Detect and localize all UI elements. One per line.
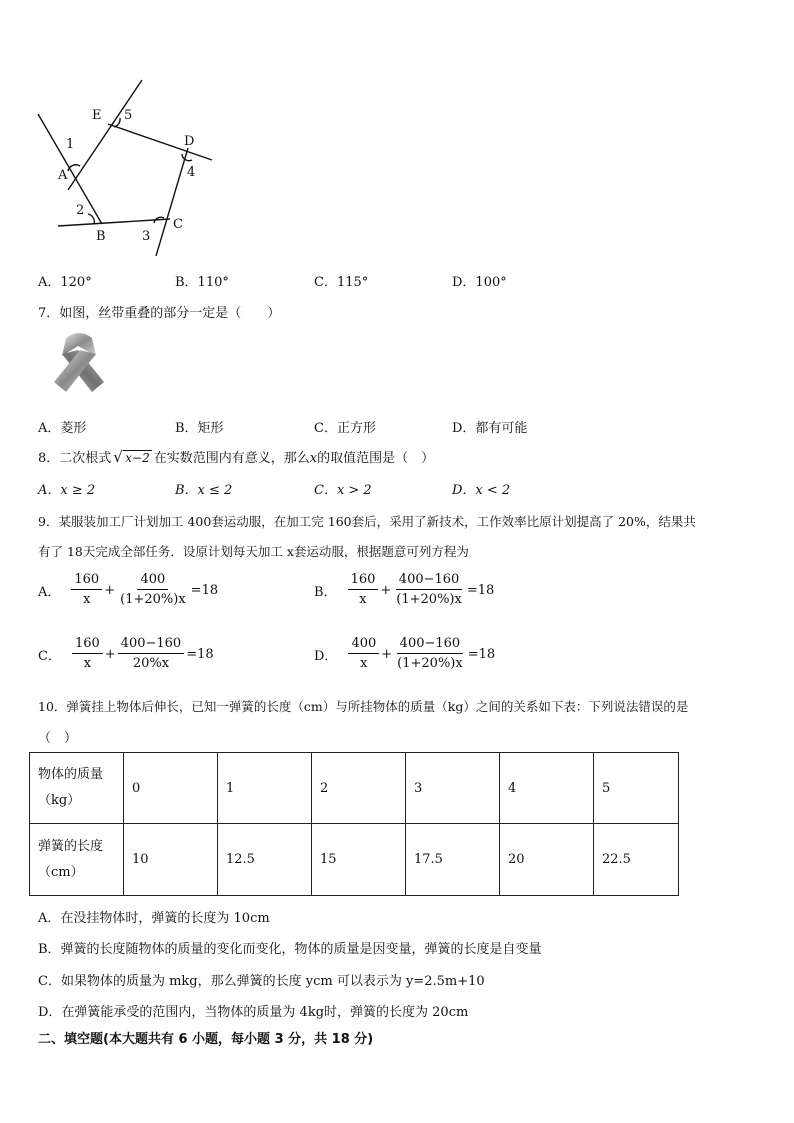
- row2-cell: 12.5: [218, 824, 312, 896]
- label-A: A: [58, 168, 68, 183]
- q9-a-num1: 160: [71, 572, 102, 590]
- q9-d-num1: 400: [348, 636, 379, 654]
- q9-option-a[interactable]: [38, 572, 219, 609]
- q9-stem-line1: 9．某服装加工厂计划加工 400套运动服，在加工完 160套后，采用了新技术，工作效率比原计划提高了 20%，结果共: [38, 514, 696, 529]
- q10-option-b[interactable]: B．弹簧的长度随物体的质量的变化而变化，物体的质量是因变量，弹簧的长度是自变量: [38, 942, 542, 957]
- label-B: B: [96, 229, 106, 244]
- q8-option-c[interactable]: C．x > 2: [314, 483, 372, 498]
- q9-c-den1: x: [83, 656, 92, 671]
- q8-stem-middle: 在实数范围内有意义，那么: [153, 451, 310, 466]
- label-3: 3: [142, 229, 151, 244]
- row2-cell: 22.5: [594, 824, 679, 896]
- q10-stem-line1: 10．弹簧挂上物体后伸长，已知一弹簧的长度（cm）与所挂物体的质量（kg）之间的关系如下表：下列说法错误的是: [38, 699, 689, 714]
- q9-c-plus: +: [104, 647, 116, 662]
- label-4: 4: [187, 165, 196, 180]
- row1-header-b: （kg）: [38, 793, 81, 808]
- q7-stem: 7．如图，丝带重叠的部分一定是（ ）: [38, 306, 281, 321]
- q9-a-rhs: =18: [190, 583, 219, 598]
- q10-option-c[interactable]: C．如果物体的质量为 mkg，那么弹簧的长度 ycm 可以表示为 y=2.5m+10: [38, 974, 485, 989]
- q7-option-c[interactable]: C．正方形: [314, 421, 376, 436]
- q6-option-b[interactable]: B．110°: [175, 275, 229, 290]
- q9-b-plus: +: [380, 583, 392, 598]
- pentagon-figure: [30, 78, 220, 260]
- q9-a-num2: 400: [137, 572, 168, 590]
- q10-option-d[interactable]: D．在弹簧能承受的范围内，当物体的质量为 4kg时，弹簧的长度为 20cm: [38, 1005, 469, 1020]
- row2-cell: 20: [500, 824, 594, 896]
- line-BC: [58, 219, 170, 226]
- q6-option-d[interactable]: D．100°: [452, 275, 507, 290]
- q9-b-den1: x: [359, 592, 367, 607]
- q8-option-d[interactable]: D．x < 2: [452, 483, 511, 498]
- section-heading: 二、填空题(本大题共有 6 小题，每小题 3 分，共 18 分): [38, 1032, 374, 1047]
- label-E: E: [92, 108, 102, 123]
- table-row: [30, 753, 679, 824]
- q9-d-label: D．: [314, 649, 338, 664]
- row2-header: [30, 824, 124, 896]
- q8-stem-before: 8．二次根式: [38, 451, 112, 466]
- q9-b-den2: (1+20%)x: [396, 592, 462, 607]
- q9-b-label: B．: [314, 585, 337, 600]
- label-C: C: [173, 217, 183, 232]
- ribbon-image: [48, 330, 110, 402]
- q9-b-num1: 160: [348, 572, 379, 590]
- angle-arc-2: [88, 214, 94, 224]
- q9-a-den2: (1+20%)x: [120, 592, 186, 607]
- row1-cell: 0: [124, 753, 218, 824]
- q10-option-a[interactable]: A．在没挂物体时，弹簧的长度为 10cm: [38, 911, 270, 926]
- q9-b-rhs: =18: [466, 583, 495, 598]
- q9-c-num1: 160: [72, 636, 103, 654]
- q9-c-frac2: [118, 636, 185, 673]
- row1-cell: 3: [406, 753, 500, 824]
- q9-b-num2: 400−160: [396, 572, 463, 590]
- row1-cell: 5: [594, 753, 679, 824]
- q6-option-a[interactable]: A．120°: [38, 275, 92, 290]
- q9-b-frac2: [393, 572, 465, 609]
- angle-arc-4: [182, 154, 192, 161]
- q7-option-d[interactable]: D．都有可能: [452, 421, 528, 436]
- q9-a-den1: x: [83, 592, 91, 607]
- line-AE: [68, 80, 142, 190]
- q9-option-d[interactable]: [314, 636, 496, 673]
- q9-d-frac1: [348, 636, 379, 673]
- label-2: 2: [76, 203, 85, 218]
- q9-a-frac1: [71, 572, 102, 609]
- row1-cell: 4: [500, 753, 594, 824]
- q9-d-frac2: [394, 636, 466, 673]
- q8-stem-after: 的取值范围是（ ）: [317, 451, 435, 466]
- table-row: [30, 824, 679, 896]
- q9-d-plus: +: [381, 647, 393, 662]
- q6-option-c[interactable]: C．115°: [314, 275, 369, 290]
- q9-c-den2: 20%x: [132, 656, 170, 671]
- q9-stem-line2: 有了 18天完成全部任务．设原计划每天加工 x套运动服，根据题意可列方程为: [38, 544, 469, 559]
- q8-var: x: [309, 451, 318, 466]
- row2-cell: 10: [124, 824, 218, 896]
- row2-header-b: （cm）: [38, 864, 84, 880]
- q9-d-num2: 400−160: [397, 636, 464, 654]
- q7-option-a[interactable]: A．菱形: [38, 421, 87, 436]
- row2-cell: 17.5: [406, 824, 500, 896]
- q10-stem-line2: （ ）: [38, 731, 78, 746]
- label-5: 5: [124, 108, 133, 123]
- row1-cell: 2: [312, 753, 406, 824]
- q9-a-label: A．: [38, 585, 61, 600]
- row1-header-a: 物体的质量: [38, 767, 104, 782]
- q9-d-den1: x: [360, 656, 368, 671]
- line-BA: [38, 114, 102, 224]
- q8-sqrt: √ x−2: [113, 448, 150, 466]
- q9-c-rhs: =18: [186, 647, 214, 662]
- row2-cell: 15: [312, 824, 406, 896]
- row1-cell: 1: [218, 753, 312, 824]
- row1-header: [30, 753, 124, 824]
- q9-c-num2: 400−160: [118, 636, 185, 654]
- line-DC: [156, 148, 188, 256]
- q8-option-b[interactable]: B．x ≤ 2: [175, 483, 233, 498]
- q9-c-frac1: [72, 636, 103, 673]
- q10-table: [29, 752, 679, 896]
- row2-header-a: 弹簧的长度: [38, 838, 104, 854]
- q9-a-frac2: [117, 572, 189, 609]
- q8-stem: [38, 447, 434, 466]
- q9-a-plus: +: [104, 583, 116, 598]
- q7-option-b[interactable]: B．矩形: [175, 421, 224, 436]
- q9-c-label: C．: [38, 649, 61, 664]
- label-1: 1: [66, 137, 75, 152]
- q9-d-rhs: =18: [467, 647, 496, 662]
- q9-option-c[interactable]: [38, 636, 215, 673]
- q8-option-a[interactable]: A．x ≥ 2: [38, 483, 96, 498]
- q9-d-den2: (1+20%)x: [397, 656, 463, 671]
- label-D: D: [184, 134, 195, 149]
- q9-b-frac1: [348, 572, 379, 609]
- q8-radicand: x−2: [125, 451, 150, 465]
- line-ED: [108, 124, 212, 160]
- q9-option-b[interactable]: [314, 572, 495, 609]
- angle-arc-1: [68, 165, 80, 171]
